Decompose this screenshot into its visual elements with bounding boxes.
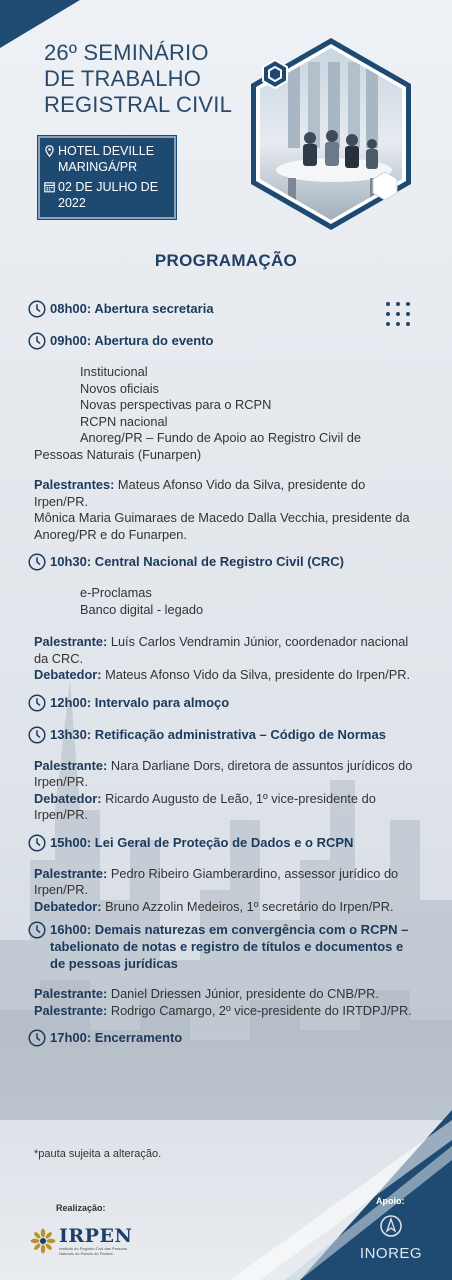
- program-item: [28, 921, 414, 972]
- speaker-text: Daniel Driessen Júnior, presidente do CNB/PR.: [107, 986, 379, 1001]
- clock-icon: [28, 332, 46, 350]
- program-item: [28, 834, 414, 852]
- calendar-icon: [44, 181, 55, 193]
- speaker-role: Debatedor:: [34, 667, 102, 682]
- irpen-text-block: [59, 1226, 139, 1256]
- clock-icon: [28, 921, 46, 939]
- apoio-label: Apoio:: [376, 1196, 405, 1206]
- inoreg-wordmark: INOREG: [359, 1245, 423, 1262]
- speaker-text: Pedro Ribeiro Giamberardino, assessor jurídico do Irpen/PR.: [34, 865, 399, 897]
- speaker-role: Palestrante:: [34, 1002, 108, 1018]
- item-label: 09h00: Abertura do evento: [50, 333, 214, 348]
- irpen-tagline: Instituto do Registro Civil das Pessoas Naturais do Estado do Paraná: [59, 1246, 128, 1256]
- irpen-wordmark: IRPEN: [59, 1225, 133, 1247]
- speaker-text: Mateus Afonso Vido da Silva, presidente do Irpen/PR.: [34, 477, 366, 509]
- clock-icon: [28, 726, 46, 744]
- topic: Anoreg/PR – Fundo de Apoio ao Registro Civil de: [80, 430, 361, 445]
- irpen-logo: [30, 1226, 139, 1256]
- topic: Banco digital - legado: [80, 601, 204, 617]
- item-label: 08h00: Abertura secretaria: [50, 301, 214, 316]
- item-label: 12h00: Intervalo para almoço: [50, 694, 230, 710]
- speaker-line: [34, 758, 414, 791]
- speaker-role: Palestrante:: [34, 986, 108, 1001]
- date-line: 2022: [58, 196, 86, 210]
- clock-icon: [28, 834, 46, 852]
- speaker-role: Debatedor:: [34, 790, 102, 806]
- speaker-line: [34, 510, 414, 543]
- topic: e-Proclamas: [80, 585, 152, 600]
- topic: RCPN nacional: [80, 413, 168, 429]
- speaker-line: [34, 1003, 414, 1020]
- date-line: 02 DE JULHO DE: [58, 180, 159, 194]
- speaker-line: [34, 791, 414, 824]
- speaker-line: [34, 667, 414, 684]
- speaker-line: [34, 866, 414, 899]
- speaker-role: Palestrantes:: [34, 477, 115, 492]
- map-pin-icon: [44, 145, 55, 157]
- topic: Institucional: [80, 364, 148, 379]
- clock-icon: [28, 1029, 46, 1047]
- location-line: HOTEL DEVILLE: [58, 144, 155, 158]
- speaker-text: Rodrigo Camargo, 2º vice-presidente do IRTDPJ/PR.: [107, 1002, 412, 1018]
- location-text: [58, 143, 154, 175]
- speaker-text: Mateus Afonso Vido da Silva, presidente do Irpen/PR.: [101, 667, 411, 682]
- title-line: 26º SEMINÁRIO: [44, 40, 209, 65]
- title-line: DE TRABALHO: [44, 66, 202, 91]
- speaker-line: [34, 986, 414, 1003]
- clock-icon: [28, 553, 46, 571]
- program-item: [28, 300, 414, 318]
- item-label: 15h00: Lei Geral de Proteção de Dados e o RCPN: [50, 834, 354, 850]
- speaker-line: [34, 899, 414, 916]
- item-label: 17h00: Encerramento: [50, 1030, 183, 1045]
- event-info-box: [38, 136, 176, 219]
- topic-continuation: Pessoas Naturais (Funarpen): [34, 446, 202, 462]
- date-text: [58, 179, 158, 211]
- program-item: [28, 332, 414, 350]
- title-line: REGISTRAL CIVIL: [44, 92, 233, 117]
- speaker-text: Luís Carlos Vendramin Júnior, coordenador nacional da CRC.: [34, 634, 409, 666]
- program-item: [28, 726, 414, 744]
- clock-icon: [28, 694, 46, 712]
- speaker-line: [34, 634, 414, 667]
- date-row: [44, 179, 170, 211]
- speaker-text: Mônica Maria Guimaraes de Macedo Dalla Vecchia, presidente da Anoreg/PR e do Funarpen.: [34, 510, 410, 542]
- speaker-line: [34, 477, 414, 510]
- speaker-role: Palestrante:: [34, 757, 108, 773]
- inoreg-emblem-icon: [379, 1214, 403, 1240]
- speaker-role: Palestrante:: [34, 865, 108, 881]
- schedule-note: *pauta sujeita a alteração.: [34, 1148, 162, 1160]
- clock-icon: [28, 300, 46, 318]
- topic: Novos oficiais: [80, 380, 159, 396]
- irpen-emblem-icon: [30, 1228, 56, 1254]
- topic: Novas perspectivas para o RCPN: [80, 397, 272, 412]
- event-title: [44, 40, 232, 118]
- program-list: [34, 300, 414, 1047]
- speaker-role: Debatedor:: [34, 898, 102, 914]
- program-item: [28, 694, 414, 712]
- location-line: MARINGÁ/PR: [58, 160, 138, 174]
- inoreg-logo: [356, 1214, 426, 1262]
- item-label: 13h30: Retificação administrativa – Código de Normas: [50, 726, 386, 742]
- speaker-text: Bruno Azzolin Medeiros, 1º secretário do Irpen/PR.: [101, 898, 394, 914]
- speaker-text: Ricardo Augusto de Leão, 1º vice-presidente do Irpen/PR.: [34, 790, 376, 822]
- program-item: [28, 553, 414, 571]
- item-label: 16h00: Demais naturezas em convergência com o RCPN – tabelionato de notas e registro de títulos e documentos e de pessoas jurídicas: [50, 922, 409, 971]
- location-row: [44, 143, 170, 175]
- meeting-photo-hexagon: [248, 38, 414, 230]
- speaker-text: Nara Darliane Dors, diretora de assuntos jurídicos do Irpen/PR.: [34, 757, 413, 789]
- speaker-role: Palestrante:: [34, 634, 108, 649]
- program-item: [28, 1029, 414, 1047]
- realizacao-label: Realização:: [56, 1203, 106, 1213]
- item-label: 10h30: Central Nacional de Registro Civil (CRC): [50, 554, 345, 569]
- program-heading: PROGRAMAÇÃO: [154, 251, 298, 270]
